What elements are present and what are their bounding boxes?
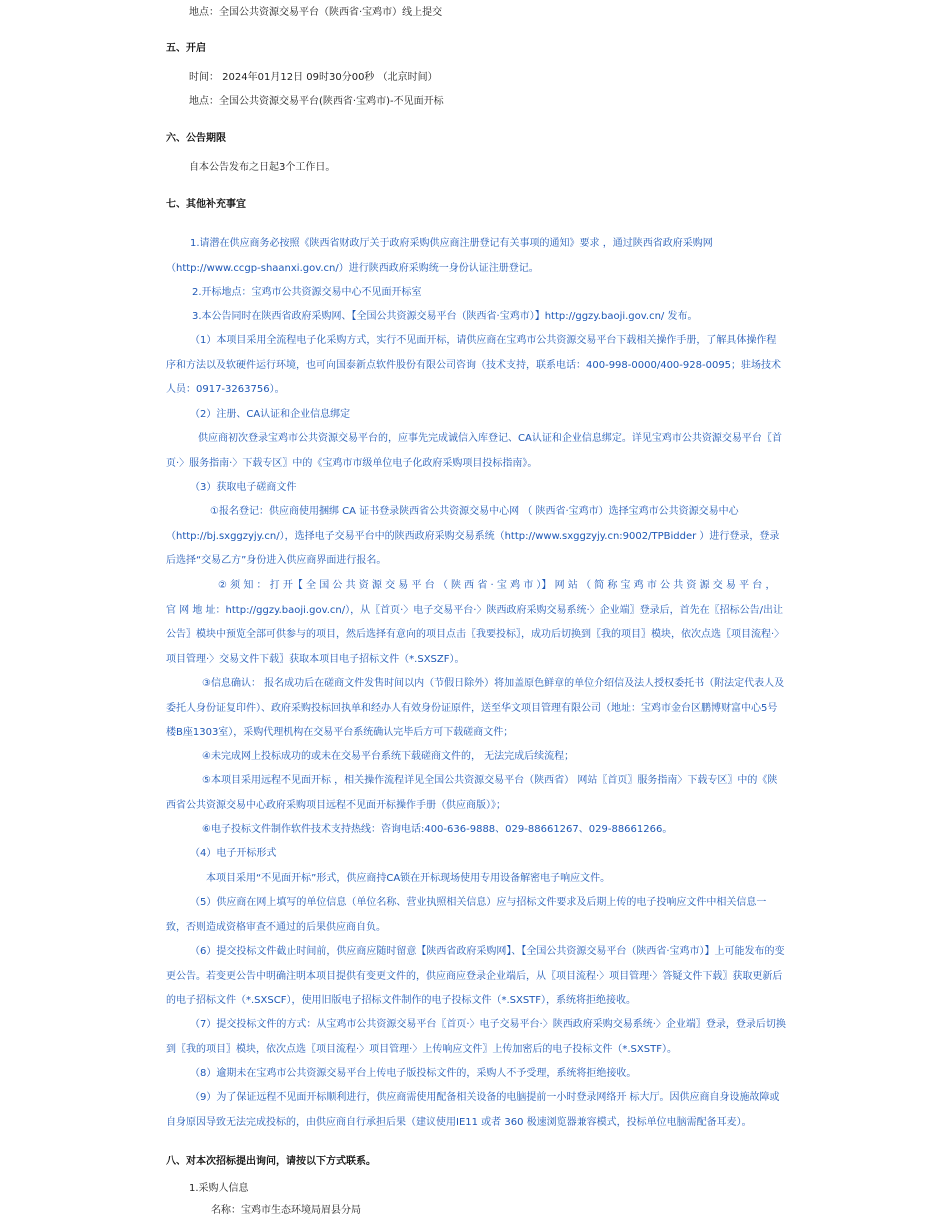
purchaser-name: 名称：宝鸡市生态环境局眉县分局 <box>211 1205 361 1216</box>
section-8-heading: 八、对本次招标提出询问，请按以下方式联系。 <box>166 1156 376 1167</box>
para-8: （8）逾期未在宝鸡市公共资源交易平台上传电子版投标文件的，采购人不予受理，系统将拒绝接收。 <box>190 1068 637 1079</box>
para-3-heading: （3）获取电子磋商文件 <box>190 482 297 493</box>
item-1-registration: 1.请潜在供应商务必按照《陕西省财政厅关于政府采购供应商注册登记有关事项的通知》要求 ，通过陕西省政府采购网（http://www.ccgp-shaanxi.gov.cn/）进行陕西政府采购统一身份认证注册登记。 <box>166 238 713 274</box>
clause-5-remote-opening: ⑤本项目采用远程不见面开标 ，相关操作流程详见全国公共资源交易平台（陕西省） 网站〖首页〗服务指南〉下载专区〗中的《陕西省公共资源交易中心政府采购项目远程不见面开标操作手册（供应商版）》； <box>166 775 778 811</box>
para-6: （6）提交投标文件截止时间前，供应商应随时留意【陕西省政府采购网】、【全国公共资源交易平台（陕西省·宝鸡市）】上可能发布的变更公告。若变更公告中明确注明本项目提供有变更文件的，供应商应登录企业端后，从〖项目流程·〉项目管理·〉答疑文件下载〗获取更新后的电子招标文件（*.SXSCF），使用旧版电子招标文件制作的电子投标文件（*.SXSTF），系统将拒绝接收。 <box>166 946 785 1006</box>
clause-6-hotline: ⑥电子投标文件制作软件技术支持热线：咨询电话:400-636-9888、029-88661267、029-88661266。 <box>202 824 673 835</box>
clause-4: ④未完成网上投标成功的或未在交易平台系统下载磋商文件的， 无法完成后续流程； <box>202 751 575 762</box>
opening-time: 时间： 2024年01月12日 09时30分00秒 （北京时间） <box>189 72 438 83</box>
section-5-heading: 五、开启 <box>166 43 206 54</box>
para-4-text: 本项目采用“不见面开标”形式，供应商持CA锁在开标现场使用专用设备解密电子响应文件。 <box>206 873 611 884</box>
notice-period-text: 自本公告发布之日起3个工作日。 <box>189 162 336 173</box>
para-4-heading: （4）电子开标形式 <box>190 848 277 859</box>
opening-location: 地点：全国公共资源交易平台(陕西省·宝鸡市)-不见面开标 <box>189 96 444 107</box>
para-1-electronic-procurement: （1）本项目采用全流程电子化采购方式，实行不见面开标，请供应商在宝鸡市公共资源交易平台下载相关操作手册，了解具体操作程序和方法以及软硬件运行环境，也可向国泰新点软件股份有限公司咨询（技术支持，联系电话：400-998-0000/400-928-0095；驻场技术人员：0917-3263756）。 <box>166 335 782 395</box>
item-3-publish: 3.本公告同时在陕西省政府采购网、【全国公共资源交易平台（陕西省·宝鸡市）】http://ggzy.baoji.gov.cn/ 发布。 <box>192 311 698 322</box>
purchaser-info-heading: 1.采购人信息 <box>189 1183 249 1194</box>
clause-3-confirm: ③信息确认： 报名成功后在磋商文件发售时间以内（节假日除外）将加盖原色鲜章的单位介绍信及法人授权委托书（附法定代表人及委托人身份证复印件）、政府采购投标回执单和经办人有效身份证原件，送至华文项目管理有限公司（地址：宝鸡市金台区鹏博财富中心5号楼B座1303室），采购代理机构在交易平台系统确认完毕后方可下载磋商文件； <box>166 678 785 738</box>
top-location: 地点：全国公共资源交易平台（陕西省·宝鸡市）线上提交 <box>189 7 443 18</box>
item-2-venue: 2.开标地点：宝鸡市公共资源交易中心不见面开标室 <box>192 287 422 298</box>
para-7: （7）提交投标文件的方式：从宝鸡市公共资源交易平台〖首页·〉电子交易平台·〉陕西政府采购交易系统·〉企业端〗登录，登录后切换到〖我的项目〗模块，依次点选〖项目流程·〉项目管理·〉上传响应文件〗上传加密后的电子投标文件（*.SXSTF）。 <box>166 1019 786 1055</box>
clause-2-notice: ② 须 知 ： 打 开【 全 国 公 共 资 源 交 易 平 台 （ 陕 西 省 · 宝 鸡 市 ）】 网 站 （ 简 称 宝 鸡 市 公 共 资 源 交 易 平 台 ， 官 网 地 址：http://ggzy.baoji.gov.cn/），从〖首页·〉电子交易平台·〉陕西政府采购交易系统·〉企业端〗登录后，首先在〖招标公告/出让公告〗模块中预览全部可供参与的项目，然后选择有意向的项目点击〖我要投标〗，成功后切换到〖我的项目〗模块，依次点选〖项目流程·〉项目管理·〉交易文件下载〗获取本项目电子招标文件（*.SXSZF）。 <box>166 580 785 665</box>
para-2-text: 供应商初次登录宝鸡市公共资源交易平台的，应事先完成诚信入库登记、CA认证和企业信息绑定。详见宝鸡市公共资源交易平台〖首页·〉服务指南·〉下载专区〗中的《宝鸡市市级单位电子化政府采购项目投标指南》。 <box>166 433 782 469</box>
clause-1-signup: ①报名登记：供应商使用捆绑 CA 证书登录陕西省公共资源交易中心网 （ 陕西省·宝鸡市）选择宝鸡市公共资源交易中心（http://bj.sxggzyjy.cn/），选择电子交易平台中的陕西政府采购交易系统（http://www.sxggzyjy.cn:9002/TPBidder ）进行登录，登录后选择“交易乙方”身份进入供应商界面进行报名。 <box>166 506 780 566</box>
para-9: （9）为了保证远程不见面开标顺利进行，供应商需使用配备相关设备的电脑提前一小时登录网络开 标大厅。因供应商自身设施故障或自身原因导致无法完成投标的，由供应商自行承担后果（建议使用IE11 或者 360 极速浏览器兼容模式，投标单位电脑需配备耳麦）。 <box>166 1092 780 1128</box>
para-5: （5）供应商在网上填写的单位信息（单位名称、营业执照相关信息）应与招标文件要求及后期上传的电子投响应文件中相关信息一致，否则造成资格审查不通过的后果供应商自负。 <box>166 897 767 933</box>
section-7-heading: 七、其他补充事宜 <box>166 199 246 210</box>
para-2-heading: （2）注册、CA认证和企业信息绑定 <box>190 409 351 420</box>
section-6-heading: 六、公告期限 <box>166 133 226 144</box>
